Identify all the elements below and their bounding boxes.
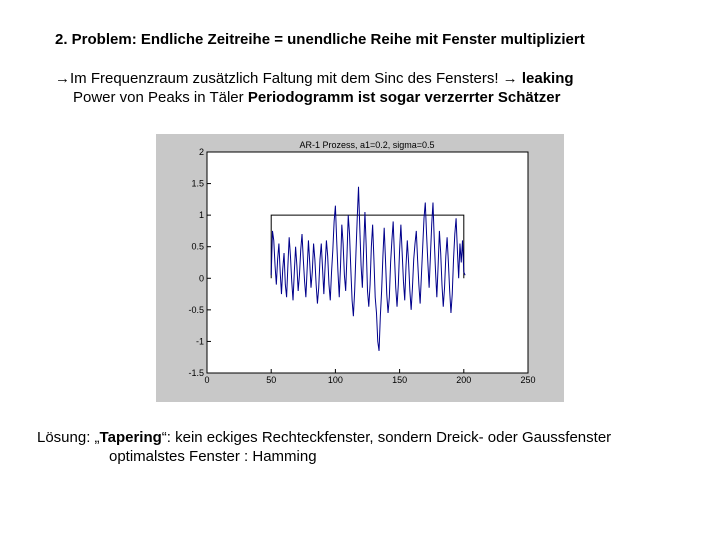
arrow-right-icon: → [55,70,70,87]
power-text: Power von Peaks in Täler [73,89,244,106]
y-tick-label: 0.5 [191,241,204,252]
x-tick-label: 200 [456,375,472,385]
plot-title: AR-1 Prozess, a1=0.2, sigma=0.5 [299,140,435,150]
frequency-domain-line [55,70,574,88]
solution-prefix: Lösung: „ [37,429,100,446]
y-tick-label: 1 [198,210,204,221]
y-tick-label: 0 [198,273,204,284]
x-tick-label: 50 [266,375,277,385]
x-tick-label: 100 [327,375,343,385]
y-tick-label: -0.5 [188,304,204,315]
y-tick-label: -1.5 [188,368,204,378]
x-tick-label: 150 [392,375,408,385]
periodogram-line [73,89,560,107]
plot-axes-area [207,152,528,373]
tapering-term: Tapering [99,429,162,446]
solution-suffix: “: kein eckiges Rechteckfenster, sondern Dreick- oder Gaussfenster [161,429,612,446]
y-tick-label: 1.5 [191,178,204,189]
y-tick-label: 2 [198,147,204,157]
y-tick-label: -1 [195,336,204,347]
optimal-window-line: optimalstes Fenster : Hamming [109,448,317,465]
x-tick-label: 250 [520,375,536,385]
x-tick-label: 0 [204,375,210,385]
faltung-text: Im Frequenzraum zusätzlich Faltung mit dem Sinc des Fensters! [70,70,499,87]
ar1-process-plot [156,134,564,402]
arrow-right-icon: → [502,70,518,87]
solution-line [37,429,611,447]
problem-heading: 2. Problem: Endliche Zeitreihe = unendliche Reihe mit Fenster multipliziert [55,31,585,48]
periodogram-statement: Periodogramm ist sogar verzerrter Schätzer [247,89,561,106]
ar1-process-figure [156,134,564,402]
leaking-term: leaking [521,70,574,87]
